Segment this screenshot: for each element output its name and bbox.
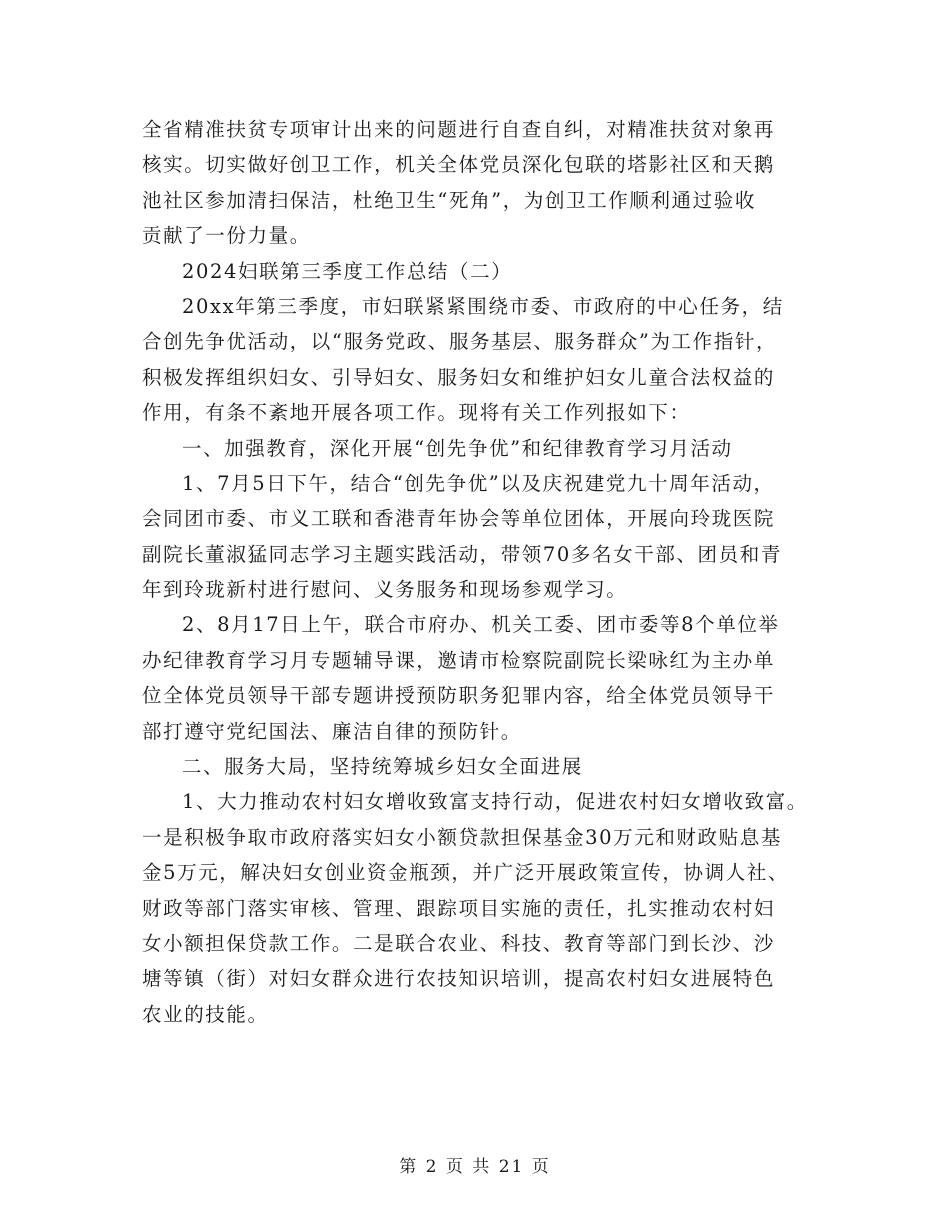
paragraph-line: 一是积极争取市政府落实妇女小额贷款担保基金30万元和财政贴息基 [142,825,782,849]
paragraph-line: 副院长董淑猛同志学习主题实践活动，带领70多名女干部、团员和青 [142,542,782,566]
paragraph-line: 位全体党员领导干部专题讲授预防职务犯罪内容，给全体党员领导干 [142,684,776,708]
document-body [142,112,842,1032]
paragraph-line: 年到玲珑新村进行慰问、义务服务和现场参观学习。 [142,578,628,602]
paragraph-line: 1、大力推动农村妇女增收致富支持行动，促进农村妇女增收致富。 [182,790,808,814]
paragraph-line: 20xx年第三季度，市妇联紧紧围绕市委、市政府的中心任务，结 [182,294,784,318]
paragraph-line: 农业的技能。 [142,1002,269,1026]
section-heading: 二、服务大局，坚持统筹城乡妇女全面进展 [182,755,583,779]
paragraph-line: 部打遵守党纪国法、廉洁自律的预防针。 [142,719,522,743]
paragraph-line: 贡献了一份力量。 [142,224,311,248]
section-heading: 2024妇联第三季度工作总结（二） [182,259,513,283]
paragraph-line: 核实。切实做好创卫工作，机关全体党员深化包联的塔影社区和天鹅 [142,153,776,177]
paragraph-line: 全省精准扶贫专项审计出来的问题进行自查自纠，对精准扶贫对象再 [142,118,776,141]
paragraph-line: 办纪律教育学习月专题辅导课，邀请市检察院副院长梁咏红为主办单 [142,648,776,672]
page-number-footer: 第 2 页 共 21 页 [399,1157,551,1177]
paragraph-line: 1、7月5日下午，结合“创先争优”以及庆祝建党九十周年活动， [182,471,775,495]
paragraph-line: 合创先争优活动，以“服务党政、服务基层、服务群众”为工作指针， [142,330,778,354]
section-heading: 一、加强教育，深化开展“创先争优”和纪律教育学习月活动 [182,436,733,460]
paragraph-line: 作用，有条不紊地开展各项工作。现将有关工作列报如下： [142,401,691,425]
paragraph-line: 金5万元，解决妇女创业资金瓶颈，并广泛开展政策宣传，协调人社、 [142,861,790,885]
paragraph-line: 池社区参加清扫保洁，杜绝卫生“死角”，为创卫工作顺利通过验收 [142,188,756,212]
paragraph-line: 塘等镇（街）对妇女群众进行农技知识培训，提高农村妇女进展特色 [142,967,776,991]
paragraph-line: 积极发挥组织妇女、引导妇女、服务妇女和维护妇女儿童合法权益的 [142,365,776,389]
paragraph-line: 会同团市委、市义工联和香港青年协会等单位团体，开展向玲珑医院 [142,507,776,531]
paragraph-line: 2、8月17日上午，联合市府办、机关工委、团市委等8个单位举 [182,613,780,637]
paragraph-line: 财政等部门落实审核、管理、跟踪项目实施的责任，扎实推动农村妇 [142,896,776,920]
paragraph-line: 女小额担保贷款工作。二是联合农业、科技、教育等部门到长沙、沙 [142,931,776,955]
